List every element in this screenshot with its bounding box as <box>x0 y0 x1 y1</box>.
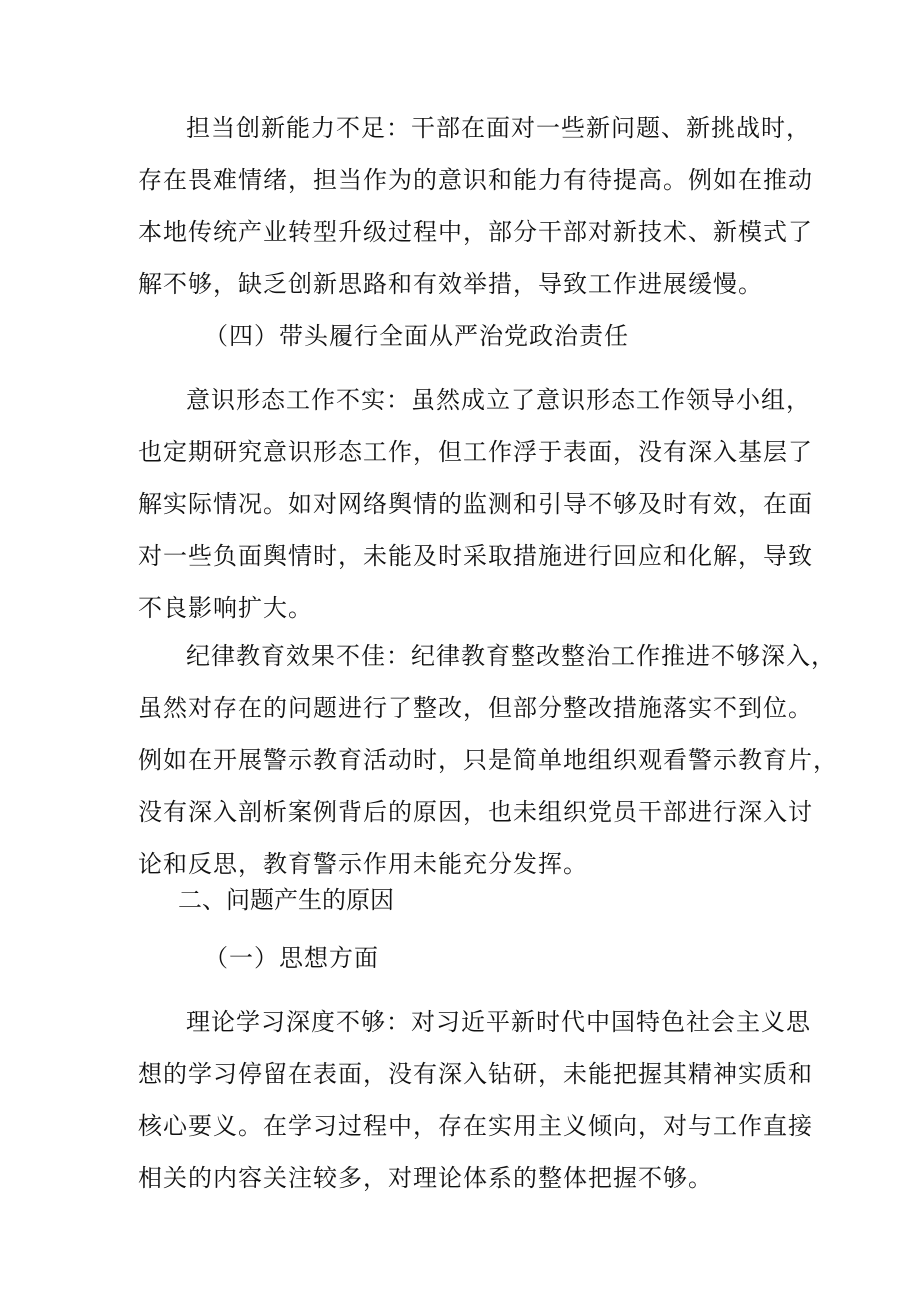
paragraph-line: 相关的内容关注较多，对理论体系的整体把握不够。 <box>138 1164 713 1192</box>
paragraph-line: 想的学习停留在表面，没有深入钻研，未能把握其精神实质和 <box>138 1060 813 1088</box>
paragraph-line: 理论学习深度不够：对习近平新时代中国特色社会主义思 <box>186 1008 811 1036</box>
paragraph-line: 也定期研究意识形态工作，但工作浮于表面，没有深入基层了 <box>138 438 813 466</box>
paragraph-line: 解实际情况。如对网络舆情的监测和引导不够及时有效，在面 <box>138 490 813 518</box>
paragraph-innovation-ability <box>138 102 813 310</box>
paragraph-line: 存在畏难情绪，担当作为的意识和能力有待提高。例如在推动 <box>138 166 813 194</box>
paragraph-ideology-work <box>138 374 813 634</box>
paragraph-line: 本地传统产业转型升级过程中，部分干部对新技术、新模式了 <box>138 218 813 246</box>
paragraph-line: 没有深入剖析案例背后的原因，也未组织党员干部进行深入讨 <box>138 798 813 826</box>
heading-text: （四）带头履行全面从严治党政治责任 <box>204 322 629 350</box>
heading-text: 二、问题产生的原因 <box>178 886 394 914</box>
paragraph-discipline-education <box>138 630 838 890</box>
paragraph-line: 担当创新能力不足：干部在面对一些新问题、新挑战时， <box>186 114 811 142</box>
paragraph-line: 例如在开展警示教育活动时，只是简单地组织观看警示教育片， <box>138 746 838 774</box>
paragraph-line: 意识形态工作不实：虽然成立了意识形态工作领导小组， <box>186 386 811 414</box>
paragraph-line: 不良影响扩大。 <box>138 594 313 622</box>
section-heading-causes <box>138 874 798 926</box>
paragraph-line: 论和反思，教育警示作用未能充分发挥。 <box>138 850 588 878</box>
section-heading-four <box>138 310 798 362</box>
paragraph-line: 核心要义。在学习过程中，存在实用主义倾向，对与工作直接 <box>138 1112 813 1140</box>
paragraph-line: 对一些负面舆情时，未能及时采取措施进行回应和化解，导致 <box>138 542 813 570</box>
heading-text: （一）思想方面 <box>204 944 379 972</box>
paragraph-theory-study <box>138 996 813 1204</box>
paragraph-line: 纪律教育效果不佳：纪律教育整改整治工作推进不够深入， <box>186 642 836 670</box>
paragraph-line: 解不够，缺乏创新思路和有效举措，导致工作进展缓慢。 <box>138 270 763 298</box>
paragraph-line: 虽然对存在的问题进行了整改，但部分整改措施落实不到位。 <box>138 694 813 722</box>
section-heading-thought <box>138 932 798 984</box>
